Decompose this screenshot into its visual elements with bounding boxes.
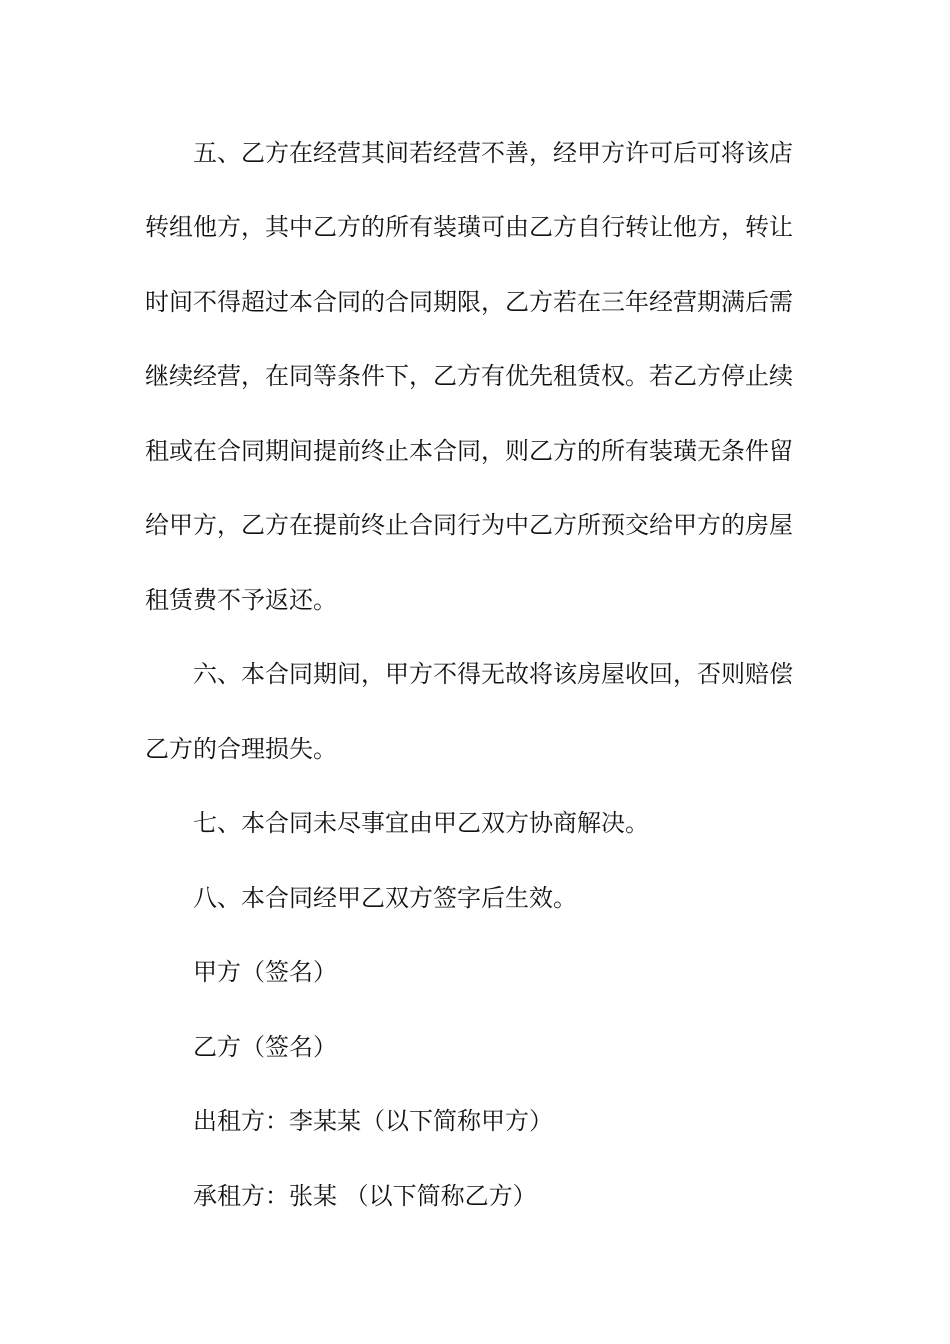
clause-7: 七、本合同未尽事宜由甲乙双方协商解决。: [193, 809, 649, 837]
clause-5-line-1: 五、乙方在经营其间若经营不善，经甲方许可后可将该店: [193, 139, 793, 167]
clause-5-line-2: 转组他方，其中乙方的所有装璜可由乙方自行转让他方，转让: [145, 213, 793, 241]
party-a-signature-line: 甲方（签名）: [193, 958, 337, 986]
clause-5-line-7: 租赁费不予返还。: [145, 586, 337, 614]
party-b-signature-line: 乙方（签名）: [193, 1033, 337, 1061]
clause-5-line-4: 继续经营，在同等条件下，乙方有优先租赁权。若乙方停止续: [145, 362, 793, 390]
clause-8: 八、本合同经甲乙双方签字后生效。: [193, 884, 577, 912]
lessor-line: 出租方：李某某（以下简称甲方）: [193, 1107, 553, 1135]
clause-5-line-3: 时间不得超过本合同的合同期限，乙方若在三年经营期满后需: [145, 288, 793, 316]
clause-5-line-5: 租或在合同期间提前终止本合同，则乙方的所有装璜无条件留: [145, 437, 793, 465]
lessee-line: 承租方：张某 （以下简称乙方）: [193, 1182, 537, 1210]
clause-6-line-1: 六、本合同期间，甲方不得无故将该房屋收回，否则赔偿: [193, 660, 793, 688]
clause-5-line-6: 给甲方，乙方在提前终止合同行为中乙方所预交给甲方的房屋: [145, 511, 793, 539]
clause-6-line-2: 乙方的合理损失。: [145, 735, 337, 763]
